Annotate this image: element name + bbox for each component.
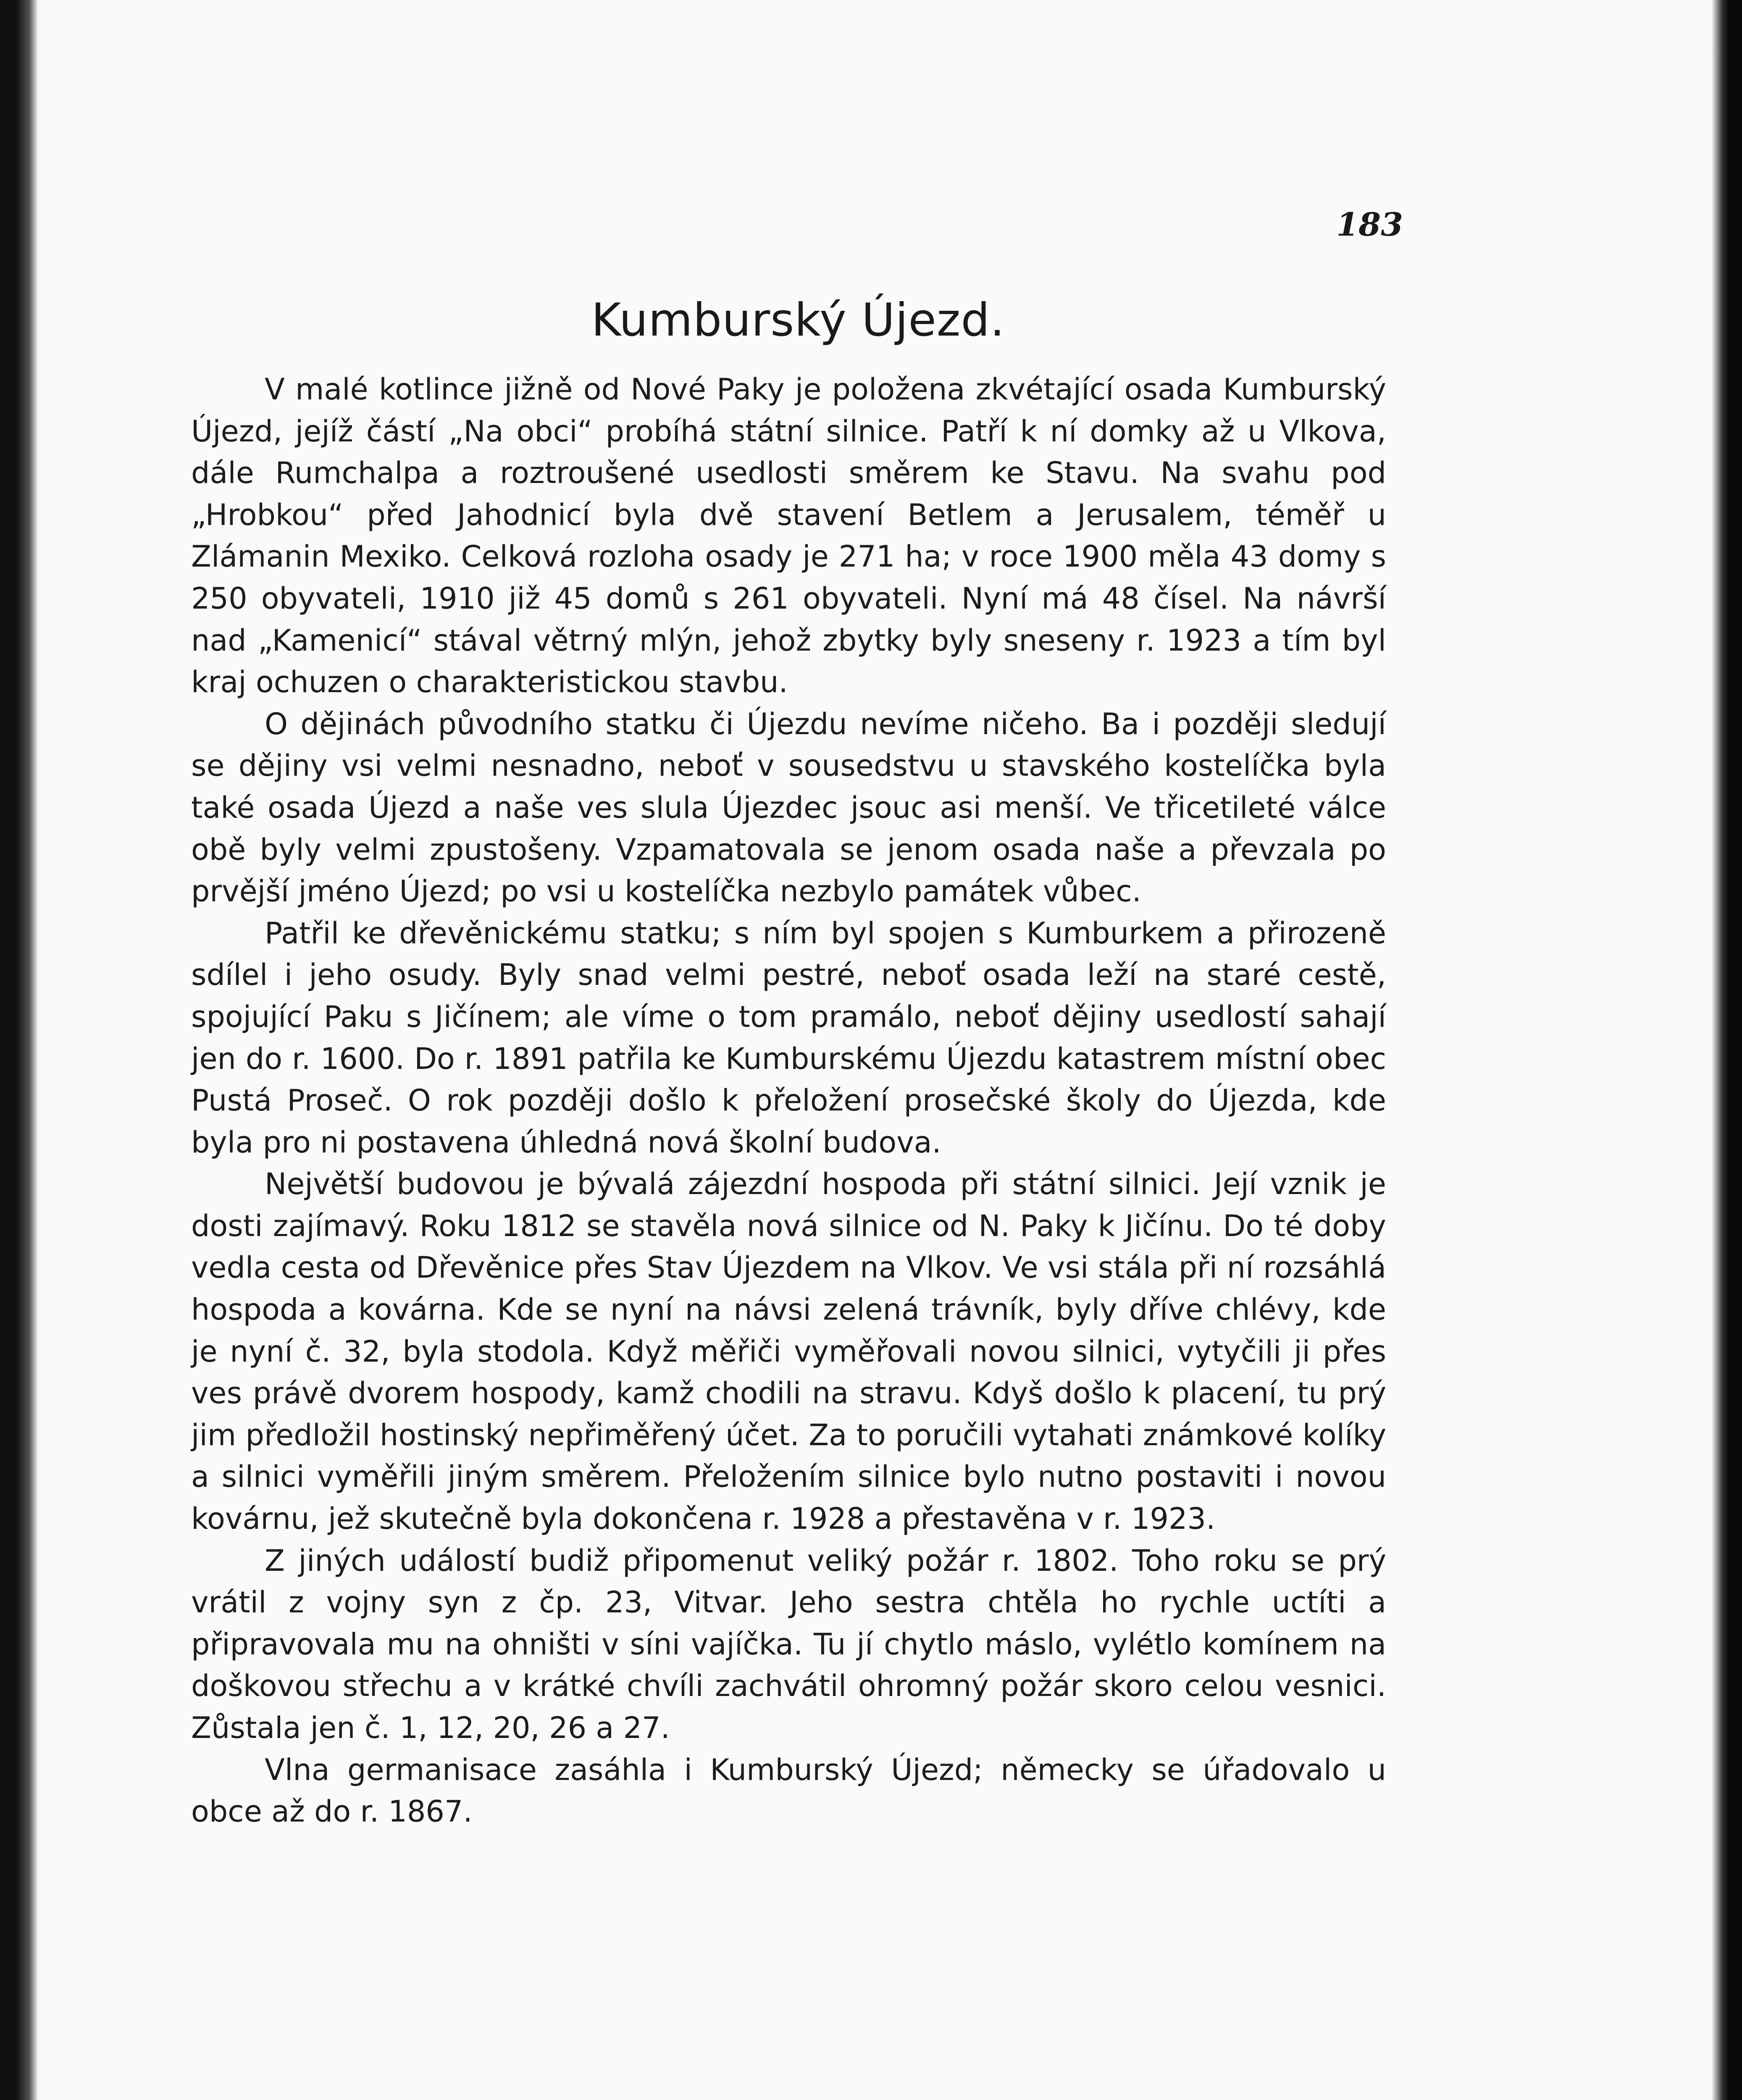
chapter-title: Kumburský Újezd. [591, 294, 1005, 346]
paragraph: Největší budovou je bývalá zájezdní hospoda při státní silnici. Její vznik je dosti zajímavý. Roku 1812 se stavěla nová silnice od N. Paky k Jičínu. Do té doby vedla cesta od Dřevěnice přes Stav Újezdem na Vlkov. Ve vsi stála při ní rozsáhlá hospoda a kovárna. Kde se nyní na návsi zelená trávník, byly dříve chlévy, kde je nyní č. 32, byla stodola. Když měřiči vyměřovali novou silnici, vytyčili ji přes ves právě dvorem hospody, kamž chodili na stravu. Kdyš došlo k placení, tu prý jim předložil hostinský nepřiměřený účet. Za to poručili vytahati známkové kolíky a silnici vyměřili jiným směrem. Přeložením silnice bylo nutno postaviti i novou kovárnu, jež skutečně byla dokončena r. 1928 a přestavěna v r. 1923. [191, 1167, 1386, 1536]
page-left-shadow [0, 0, 38, 2100]
page-right-shadow [1712, 0, 1742, 2100]
page-number: 183 [1336, 206, 1403, 243]
paragraph: Z jiných událostí budiž připomenut veliký požár r. 1802. Toho roku se prý vrátil z vojny syn z čp. 23, Vitvar. Jeho sestra chtěla ho rychle uctíti a připravovala mu na ohništi v síni vajíčka. Tu jí chytlo máslo, vylétlo komínem na doškovou střechu a v krátké chvíli zachvátil ohromný požár skoro celou vesnici. Zůstala jen č. 1, 12, 20, 26 a 27. [191, 1543, 1386, 1745]
paragraph: Patřil ke dřevěnickému statku; s ním byl spojen s Kumburkem a přirozeně sdílel i jeho osudy. Byly snad velmi pestré, neboť osada leží na staré cestě, spojující Paku s Jičínem; ale víme o tom pramálo, neboť dějiny usedlostí sahají jen do r. 1600. Do r. 1891 patřila ke Kumburskému Újezdu katastrem místní obec Pustá Proseč. O rok později došlo k přeložení prosečské školy do Újezda, kde byla pro ni postavena úhledná nová školní budova. [191, 916, 1386, 1160]
paragraph: O dějinách původního statku či Újezdu nevíme ničeho. Ba i později sledují se dějiny vsi velmi nesnadno, neboť v sousedstvu u stavského kostelíčka byla také osada Újezd a naše ves slula Újezdec jsouc asi menší. Ve třicetileté válce obě byly velmi zpustošeny. Vzpamatovala se jenom osada naše a převzala po prvější jméno Újezd; po vsi u kostelíčka nezbylo památek vůbec. [191, 706, 1386, 909]
body-text [191, 369, 1386, 1833]
paragraph: V malé kotlince jižně od Nové Paky je položena zkvétající osada Kumburský Újezd, jejíž částí „Na obci“ probíhá státní silnice. Patří k ní domky až u Vlkova, dále Rumchalpa a roztroušené usedlosti směrem ke Stavu. Na svahu pod „Hrobkou“ před Jahodnicí byla dvě stavení Betlem a Jerusalem, téměř u Zlámanin Mexiko. Celková rozloha osady je 271 ha; v roce 1900 měla 43 domy s 250 obyvateli, 1910 již 45 domů s 261 obyvateli. Nyní má 48 čísel. Na návrší nad „Kamenicí“ stával větrný mlýn, jehož zbytky byly sneseny r. 1923 a tím byl kraj ochuzen o charakteristickou stavbu. [191, 372, 1386, 700]
paragraph: Vlna germanisace zasáhla i Kumburský Újezd; německy se úřadovalo u obce až do r. 1867. [191, 1752, 1386, 1829]
